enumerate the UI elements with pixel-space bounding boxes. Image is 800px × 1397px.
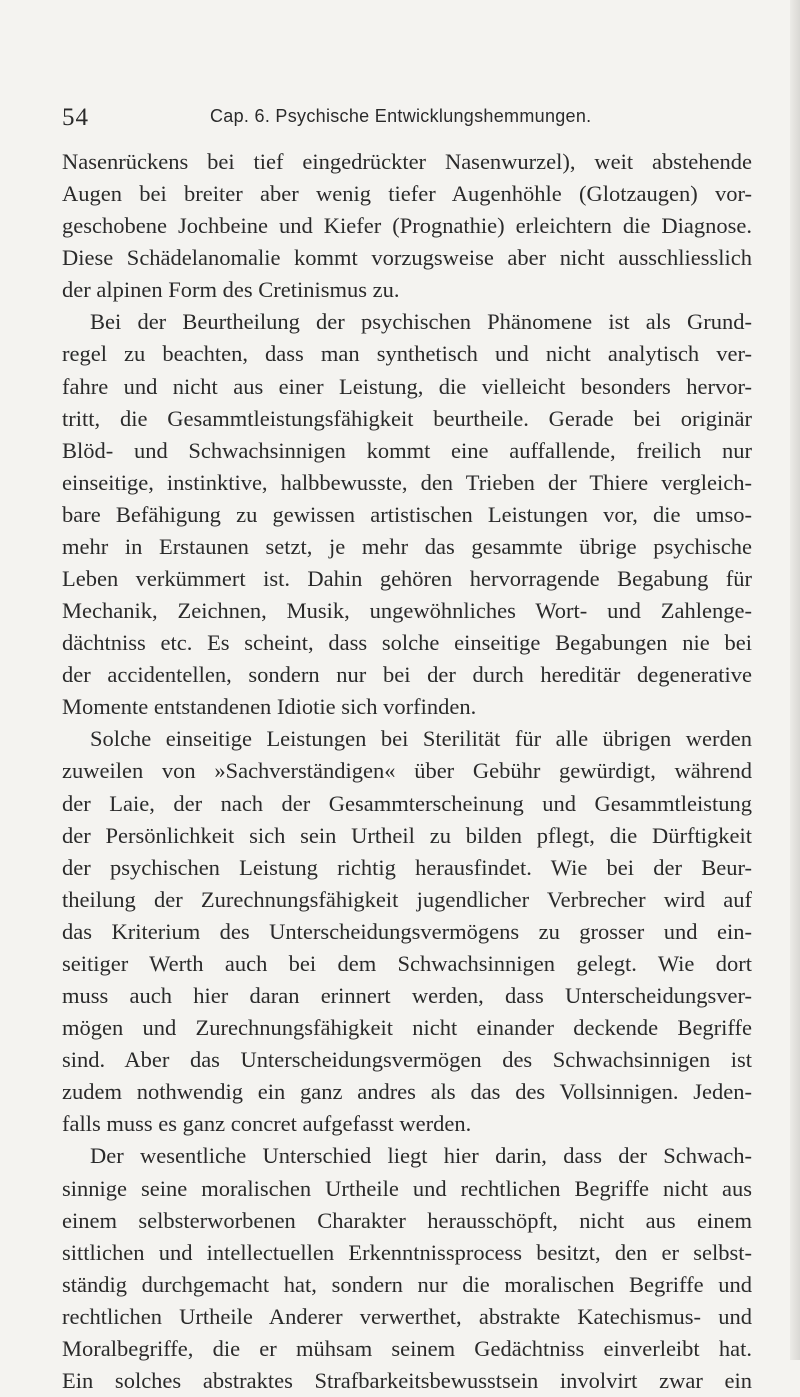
text-line: zudem nothwendig ein ganz andres als das des Vollsinnigen. Jeden- xyxy=(62,1079,752,1105)
text-line: Nasenrückens bei tief eingedrückter Nasenwurzel), weit abstehende xyxy=(62,149,752,174)
text-line: das Kriterium des Unterscheidungsvermögens zu grosser und ein- xyxy=(62,918,752,944)
text-line: Blöd- und Schwachsinnigen kommt eine auffallende, freilich nur xyxy=(62,437,752,463)
text-line: geschobene Jochbeine und Kiefer (Prognathie) erleichtern die Diagnose. xyxy=(62,213,752,239)
text-line: sinnige seine moralischen Urtheile und rechtlichen Begriffe nicht aus xyxy=(62,1175,752,1201)
text-line: Mechanik, Zeichnen, Musik, ungewöhnliches Wort- und Zahlenge- xyxy=(62,598,752,624)
text-line: sittlichen und intellectuellen Erkenntnissprocess besitzt, den er selbst- xyxy=(62,1239,752,1265)
text-line: einem selbsterworbenen Charakter herausschöpft, nicht aus einem xyxy=(62,1207,752,1233)
text-line: mögen und Zurechnungsfähigkeit nicht einander deckende Begriffe xyxy=(62,1015,752,1041)
text-line: Ein solches abstraktes Strafbarkeitsbewusstsein involvirt zwar ein xyxy=(62,1367,752,1393)
text-line: Solche einseitige Leistungen bei Sterilität für alle übrigen werden xyxy=(90,726,752,752)
text-line: der Laie, der nach der Gesammterscheinung und Gesammtleistung xyxy=(62,790,752,816)
page-number: 54 xyxy=(62,104,89,131)
text-line: Bei der Beurtheilung der psychischen Phänomene ist als Grund- xyxy=(90,309,752,335)
text-line: seitiger Werth auch bei dem Schwachsinnigen gelegt. Wie dort xyxy=(62,950,752,976)
running-header xyxy=(62,104,752,136)
text-line: der alpinen Form des Cretinismus zu. xyxy=(62,277,400,303)
text-line: Leben verkümmert ist. Dahin gehören hervorragende Begabung für xyxy=(62,566,752,592)
text-line: der accidentellen, sondern nur bei der durch hereditär degenerative xyxy=(62,662,752,688)
text-line: Der wesentliche Unterschied liegt hier darin, dass der Schwach- xyxy=(90,1143,752,1169)
text-line: regel zu beachten, dass man synthetisch und nicht analytisch ver- xyxy=(62,341,752,367)
text-line: ständig durchgemacht hat, sondern nur die moralischen Begriffe und xyxy=(62,1271,752,1297)
text-line: Augen bei breiter aber wenig tiefer Augenhöhle (Glotzaugen) vor- xyxy=(62,181,752,207)
text-line: sind. Aber das Unterscheidungsvermögen des Schwachsinnigen ist xyxy=(62,1047,752,1073)
body-text xyxy=(62,146,752,1397)
text-line: mehr in Erstaunen setzt, je mehr das gesammte übrige psychische xyxy=(62,533,752,559)
text-line: einseitige, instinktive, halbbewusste, den Trieben der Thiere vergleich- xyxy=(62,469,752,495)
text-line: tritt, die Gesammtleistungsfähigkeit beurtheile. Gerade bei originär xyxy=(62,405,752,431)
chapter-title: Cap. 6. Psychische Entwicklungshemmungen. xyxy=(210,106,592,126)
text-line: rechtlichen Urtheile Anderer verwerthet, abstrakte Katechismus- und xyxy=(62,1303,752,1329)
text-line: falls muss es ganz concret aufgefasst werden. xyxy=(62,1111,472,1137)
text-line: muss auch hier daran erinnert werden, dass Unterscheidungsver- xyxy=(62,983,752,1009)
text-line: theilung der Zurechnungsfähigkeit jugendlicher Verbrecher wird auf xyxy=(62,886,752,912)
page-edge xyxy=(790,0,800,1360)
text-line: dächtniss etc. Es scheint, dass solche einseitige Begabungen nie bei xyxy=(62,630,752,656)
text-line: Momente entstandenen Idiotie sich vorfinden. xyxy=(62,694,477,720)
text-line: der psychischen Leistung richtig herausfindet. Wie bei der Beur- xyxy=(62,854,752,880)
text-line: Diese Schädelanomalie kommt vorzugsweise aber nicht ausschliesslich xyxy=(62,245,752,271)
text-line: der Persönlichkeit sich sein Urtheil zu bilden pflegt, die Dürftigkeit xyxy=(62,822,752,848)
text-line: bare Befähigung zu gewissen artistischen Leistungen vor, die umso- xyxy=(62,501,752,527)
text-line: fahre und nicht aus einer Leistung, die vielleicht besonders hervor- xyxy=(62,373,752,399)
text-line: Moralbegriffe, die er mühsam seinem Gedächtniss einverleibt hat. xyxy=(62,1335,752,1361)
text-line: zuweilen von »Sachverständigen« über Gebühr gewürdigt, während xyxy=(62,758,752,784)
